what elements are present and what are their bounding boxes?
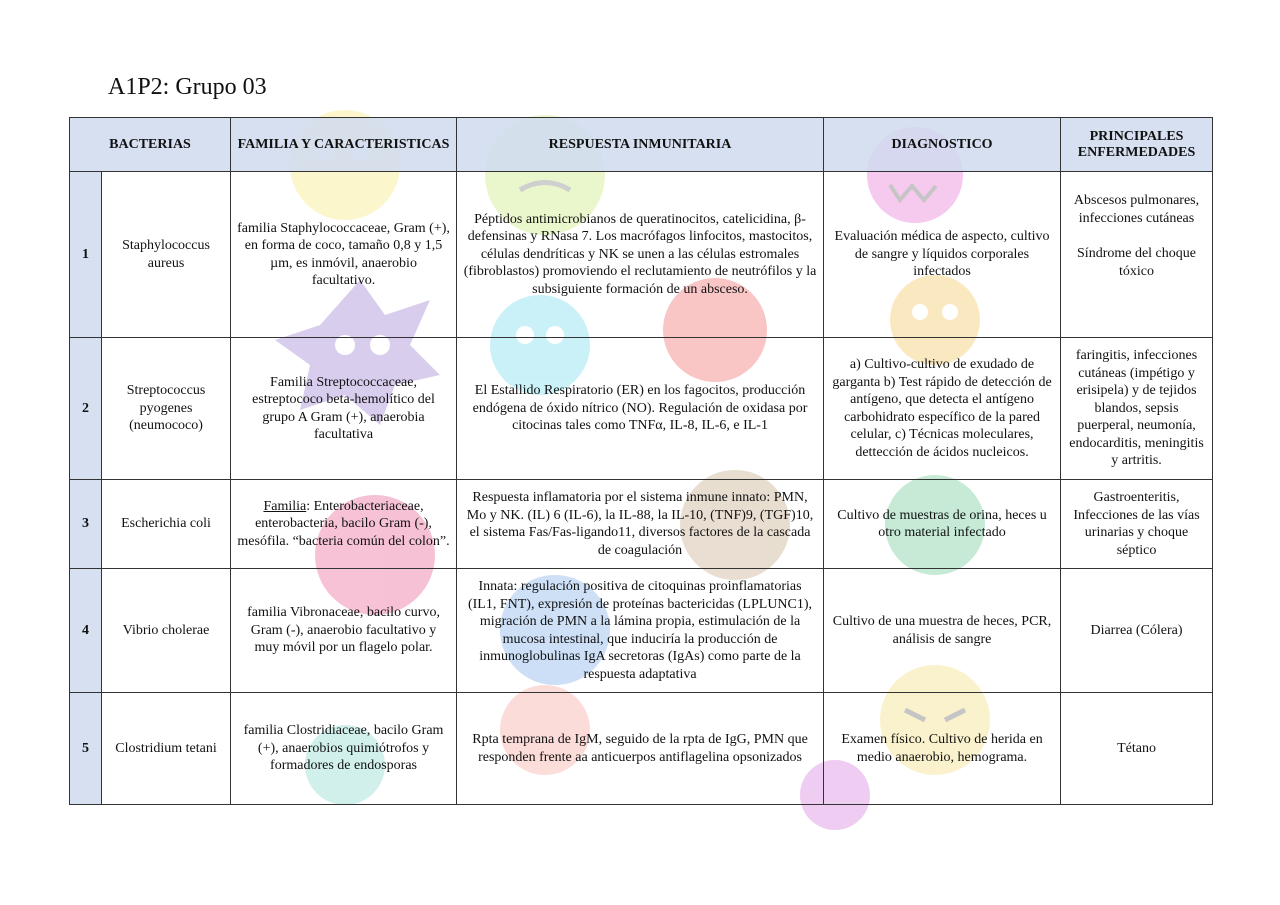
respuesta-cell: Respuesta inflamatoria por el sistema inmune innato: PMN, Mo y NK. (IL) 6 (IL-6), la IL-88, la IL-10, (TNF)9, (TGF)10, el sistema Fas/Fas-ligando11, diversos factores de la cascada de coagulación <box>457 480 824 569</box>
table-header-row <box>70 118 1213 172</box>
row-number: 2 <box>70 338 102 480</box>
respuesta-cell: Péptidos antimicrobianos de queratinocitos, catelicidina, β-defensinas y RNasa 7. Los macrófagos linfocitos, mastocitos, células dendríticas y NK se unen a las células estromales (fibroblastos) promoviendo el reclutamiento de neutrófilos y la subsiguiente formación de un absceso. <box>457 172 824 338</box>
enfermedades-part-1: Abscesos pulmonares, infecciones cutáneas <box>1073 193 1200 226</box>
enfermedades-cell: faringitis, infecciones cutáneas (impétigo y erisipela) y de tejidos blandos, sepsis puerperal, neumonía, endocarditis, meningitis y artritis. <box>1061 338 1213 480</box>
respuesta-cell: Rpta temprana de IgM, seguido de la rpta de IgG, PMN que responden frente aa anticuerpos antiflagelina opsonizados <box>457 693 824 805</box>
enfermedades-cell <box>1061 172 1213 338</box>
diagnostico-cell: Evaluación médica de aspecto, cultivo de sangre y líquidos corporales infectados <box>824 172 1061 338</box>
bacteria-table <box>69 117 1213 805</box>
respuesta-cell: Innata: regulación positiva de citoquinas proinflamatorias (IL1, FNT), expresión de proteínas bactericidas (LPLUNC1), migración de PMN a la lámina propia, estimulación de la mucosa intestinal, que induciría la producción de inmunoglobulinas IgA secretoras (IgAs) como parte de la respuesta adaptativa <box>457 569 824 693</box>
table-row <box>70 569 1213 693</box>
header-bacterias: BACTERIAS <box>70 118 231 172</box>
bacteria-name: Vibrio cholerae <box>102 569 231 693</box>
respuesta-cell: El Estallido Respiratorio (ER) en los fagocitos, producción endógena de óxido nítrico (NO). Regulación de oxidasa por citocinas tales como TNFα, IL-8, IL-6, e IL-1 <box>457 338 824 480</box>
header-diagnostico: DIAGNOSTICO <box>824 118 1061 172</box>
bacteria-name: Clostridium tetani <box>102 693 231 805</box>
enfermedades-cell: Gastroenteritis, Infecciones de las vías urinarias y choque séptico <box>1061 480 1213 569</box>
header-respuesta: RESPUESTA INMUNITARIA <box>457 118 824 172</box>
diagnostico-cell: a) Cultivo-cultivo de exudado de garganta b) Test rápido de detección de antígeno, que detecta el antígeno carbohidrato específico de la pared celular, c) Técnicas moleculares, dettección de ácidos nucleicos. <box>824 338 1061 480</box>
table-row <box>70 338 1213 480</box>
familia-cell: familia Staphylococcaceae, Gram (+), en forma de coco, tamaño 0,8 y 1,5 µm, es inmóvil, anaerobio facultativo. <box>231 172 457 338</box>
table-row <box>70 480 1213 569</box>
bacteria-name: Escherichia coli <box>102 480 231 569</box>
table-row <box>70 693 1213 805</box>
header-enfermedades: PRINCIPALES ENFERMEDADES <box>1061 118 1213 172</box>
familia-text: : Enterobacteriaceae, enterobacteria, bacilo Gram (-), mesófila. “bacteria común del colon”. <box>237 498 450 549</box>
bacteria-name: Streptococcus pyogenes (neumococo) <box>102 338 231 480</box>
familia-cell: familia Clostridiaceae, bacilo Gram (+), anaerobios quimiótrofos y formadores de endosporas <box>231 693 457 805</box>
row-number: 4 <box>70 569 102 693</box>
familia-cell: Familia Streptococcaceae, estreptococo beta-hemolítico del grupo A Gram (+), anaerobia facultativa <box>231 338 457 480</box>
row-number: 1 <box>70 172 102 338</box>
familia-cell <box>231 480 457 569</box>
row-number: 3 <box>70 480 102 569</box>
enfermedades-part-2: Síndrome del choque tóxico <box>1077 246 1196 279</box>
header-familia: FAMILIA Y CARACTERISTICAS <box>231 118 457 172</box>
row-number: 5 <box>70 693 102 805</box>
diagnostico-cell: Cultivo de una muestra de heces, PCR, análisis de sangre <box>824 569 1061 693</box>
bacteria-name: Staphylococcus aureus <box>102 172 231 338</box>
enfermedades-cell: Tétano <box>1061 693 1213 805</box>
familia-cell: familia Vibronaceae, bacilo curvo, Gram (-), anaerobio facultativo y muy móvil por un flagelo polar. <box>231 569 457 693</box>
familia-label: Familia <box>263 498 307 514</box>
page-title: A1P2: Grupo 03 <box>108 74 267 100</box>
enfermedades-cell: Diarrea (Cólera) <box>1061 569 1213 693</box>
diagnostico-cell: Cultivo de muestras de orina, heces u otro material infectado <box>824 480 1061 569</box>
table-row <box>70 172 1213 338</box>
diagnostico-cell: Examen físico. Cultivo de herida en medio anaerobio, hemograma. <box>824 693 1061 805</box>
